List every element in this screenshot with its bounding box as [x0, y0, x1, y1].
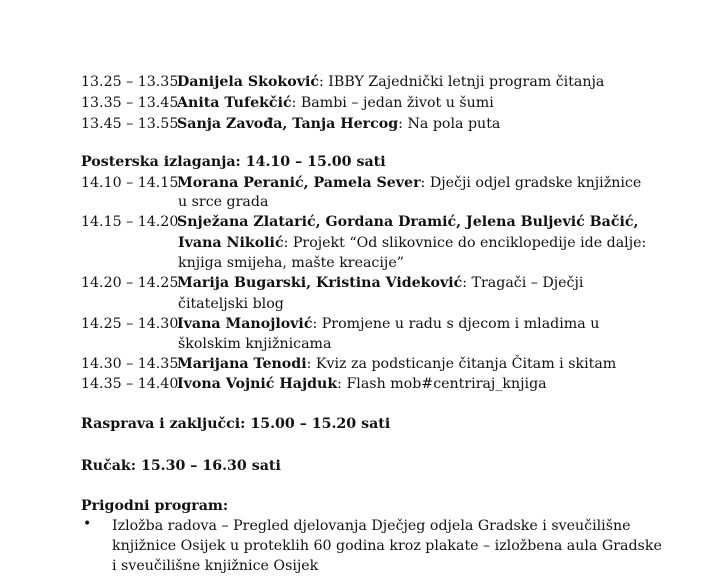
program-row [81, 115, 500, 133]
program-time: 13.45 – 13.55 [81, 116, 179, 132]
poster-row [81, 375, 547, 393]
talk-title: : Promjene u radu s djecom i mladima u [312, 316, 600, 332]
speaker-name: Ivana Nikolić [178, 235, 284, 251]
speaker-name: Ivona Vojnić Hajduk [177, 376, 338, 392]
speaker-name: Ivana Manojlović [177, 316, 313, 332]
poster-row [81, 174, 641, 192]
talk-title: : IBBY Zajednički letnji program čitanja [319, 74, 605, 90]
program-time: 14.10 – 14.15 [81, 175, 179, 191]
program-time: 13.35 – 13.45 [81, 95, 179, 111]
talk-title: : Projekt “Od slikovnice do enciklopedije ide dalje: [283, 235, 647, 251]
talk-title: : Tragači – Dječji [462, 275, 584, 291]
lunch-heading: Ručak: 15.30 – 16.30 sati [81, 458, 281, 474]
talk-title: : Na pola puta [398, 116, 501, 132]
poster-row [81, 274, 583, 292]
talk-title-cont: čitateljski blog [178, 296, 284, 312]
speaker-cont-row [178, 234, 646, 252]
speaker-name: Danijela Skoković [177, 74, 319, 90]
poster-row [81, 315, 599, 333]
exhibition-text: knjižnice Osijek u proteklih 60 godina kroz plakate – izložbena aula Gradske [112, 538, 662, 554]
program-time: 14.20 – 14.25 [81, 275, 179, 291]
program-time: 14.25 – 14.30 [81, 316, 179, 332]
program-time: 14.15 – 14.20 [81, 214, 179, 230]
talk-title: : Kviz za podsticanje čitanja Čitam i skitam [306, 356, 617, 372]
special-program-heading: Prigodni program: [81, 498, 229, 514]
program-time: 13.25 – 13.35 [81, 74, 179, 90]
program-time: 14.35 – 14.40 [81, 376, 179, 392]
talk-title: : Dječji odjel gradske knjižnice [420, 175, 642, 191]
speaker-name: Anita Tufekčić [177, 95, 292, 111]
exhibition-text: Izložba radova – Pregled djelovanja Dječjeg odjela Gradske i sveučilišne [112, 518, 631, 534]
program-time: 14.30 – 14.35 [81, 356, 179, 372]
speaker-name: Sanja Zavođa, Tanja Hercog [177, 116, 399, 132]
poster-row [81, 355, 616, 373]
speaker-name: Morana Peranić, Pamela Sever [177, 175, 421, 191]
talk-title-cont: u srce grada [178, 194, 269, 210]
talk-title: : Flash mob#centriraj_knjiga [337, 376, 547, 392]
bullet-icon: • [83, 516, 92, 532]
discussion-heading: Rasprava i zaključci: 15.00 – 15.20 sati [81, 416, 391, 432]
talk-title-cont: knjiga smijeha, mašte kreacije” [178, 255, 404, 271]
poster-heading: Posterska izlaganja: 14.10 – 15.00 sati [81, 154, 386, 170]
talk-title: : Bambi – jedan život u šumi [291, 95, 494, 111]
speaker-name: Snježana Zlatarić, Gordana Dramić, Jelena Buljević Bačić, [177, 214, 639, 230]
speaker-name: Marijana Tenodi [177, 356, 307, 372]
talk-title-cont: školskim knjižnicama [178, 336, 332, 352]
program-row [81, 94, 494, 112]
speaker-name: Marija Bugarski, Kristina Videković [177, 275, 463, 291]
poster-row [81, 213, 638, 231]
program-row [81, 73, 604, 91]
exhibition-text: i sveučilišne knjižnice Osijek [112, 558, 319, 574]
